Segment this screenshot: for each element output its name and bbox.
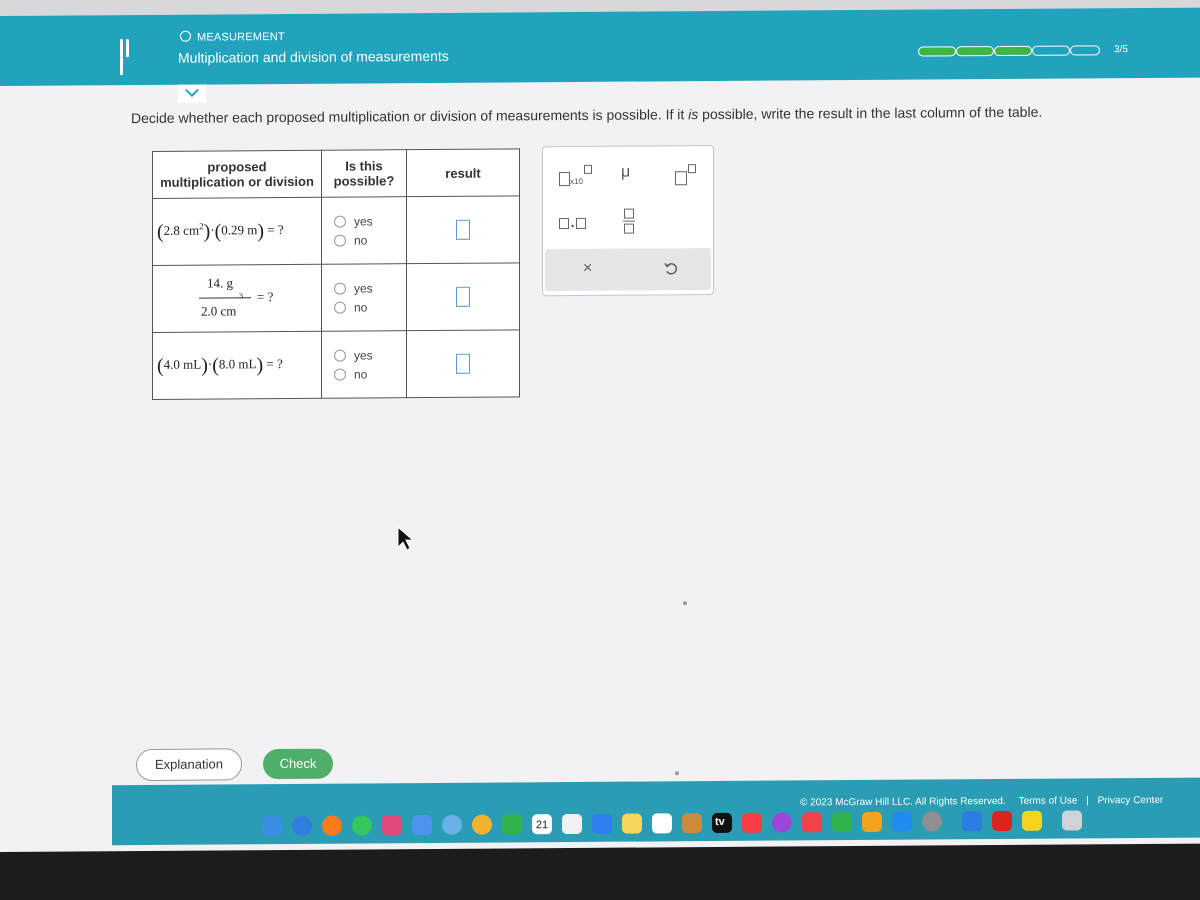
expr1-value2: 0.29 (221, 221, 244, 237)
possible-cell (322, 331, 407, 399)
table-row (153, 263, 520, 333)
header-proposed (153, 150, 322, 198)
mail-icon[interactable] (412, 815, 432, 835)
expr1-value1: 2.8 (163, 222, 180, 238)
result-cell (407, 263, 520, 331)
radio-yes[interactable] (334, 281, 406, 296)
radio-no[interactable] (334, 367, 406, 382)
messages-icon[interactable] (352, 815, 372, 835)
radio-yes[interactable] (334, 214, 406, 229)
finder-icon[interactable] (262, 816, 282, 836)
trash-icon[interactable] (1062, 810, 1082, 830)
fraction-tool[interactable] (623, 209, 635, 234)
dock (262, 804, 1142, 850)
expr3-operator: · (207, 356, 213, 372)
expr3-unit2: mL (238, 355, 257, 371)
keynote-icon[interactable] (592, 814, 612, 834)
mouse-pointer-icon (396, 525, 416, 551)
progress-segment-1 (918, 46, 956, 56)
radio-yes[interactable] (334, 348, 406, 363)
progress-segment-5 (1070, 45, 1100, 55)
box-icon (675, 171, 687, 185)
expr3-equals: = ? (266, 355, 283, 371)
numerator-box-icon (624, 209, 634, 219)
radio-circle[interactable] (334, 349, 346, 361)
footer-separator: | (1086, 795, 1089, 807)
radio-no[interactable] (334, 233, 406, 248)
math-tool-panel (542, 145, 714, 296)
firefox-icon[interactable] (322, 816, 342, 836)
chevron-down-icon (185, 88, 199, 98)
instructions-text-1: Decide whether each proposed multiplication or division of measurements is possible. If it (131, 106, 689, 127)
header-proposed-line2: multiplication or division (160, 173, 314, 190)
music-icon[interactable] (742, 813, 762, 833)
progress-label: 3/5 (1114, 44, 1128, 56)
radio-yes-label: yes (354, 280, 373, 296)
copyright-text: © 2023 McGraw Hill LLC. All Rights Reserved. (800, 795, 1006, 809)
radio-yes-label: yes (354, 347, 373, 363)
expression-1: (2.8 $cm^2)\cdot(0.29$ m) = ? (157, 219, 284, 243)
zoom-icon[interactable] (962, 811, 982, 831)
expr3-unit1: mL (183, 356, 202, 372)
multiply-dot-tool[interactable] (559, 217, 586, 232)
expression-3: (4.0 mL)·(8.0 mL) = ? (157, 353, 283, 377)
radio-circle[interactable] (334, 234, 346, 246)
radio-no[interactable] (334, 300, 406, 315)
settings-icon[interactable] (922, 811, 942, 831)
box-icon (559, 172, 570, 186)
undo-icon[interactable] (663, 260, 679, 276)
progress-bar (918, 45, 1108, 56)
expr1-unit2: m (247, 221, 258, 237)
header-possible-line1: Is this (345, 158, 383, 174)
expr1-operator: · (210, 222, 215, 238)
expr2-exponent: 3 (239, 291, 243, 301)
podcasts-icon[interactable] (772, 812, 792, 832)
result-cell (407, 330, 520, 398)
radio-yes-label: yes (354, 213, 373, 229)
news-icon[interactable] (802, 812, 822, 832)
photos-icon[interactable] (472, 815, 492, 835)
instructions-text-2: possible, write the result in the last column of the table. (698, 103, 1043, 123)
expression-cell (153, 197, 322, 265)
radio-no-label: no (354, 232, 368, 248)
radio-circle[interactable] (334, 215, 346, 227)
topic-text: MEASUREMENT (197, 31, 285, 44)
denominator-box-icon (624, 224, 634, 234)
expr2-denominator: 2.0 cm (201, 303, 237, 319)
progress-segment-3 (994, 46, 1032, 56)
box-icon (576, 218, 586, 229)
topic-label (180, 30, 285, 44)
dust-speck (683, 601, 687, 605)
dust-speck (675, 771, 679, 775)
expr1-equals: = ? (267, 221, 284, 237)
lesson-title: Multiplication and division of measurements (178, 47, 449, 66)
header-possible-line2: possible? (333, 173, 395, 189)
dot-label: • (571, 220, 575, 232)
terms-link[interactable]: Terms of Use (1018, 795, 1078, 807)
topbar (0, 8, 1200, 86)
progress-segment-4 (1032, 46, 1070, 56)
radio-no-label: no (354, 299, 368, 315)
collapse-toggle[interactable] (178, 85, 206, 103)
tv-label: tv (715, 815, 725, 829)
tool-actions (545, 248, 711, 291)
expr2-numerator: 14. g (207, 275, 233, 291)
radio-circle[interactable] (334, 301, 346, 313)
facetime-icon[interactable] (502, 814, 522, 834)
possible-cell (322, 197, 407, 265)
radio-circle[interactable] (334, 368, 346, 380)
box-icon (559, 218, 569, 229)
notes-icon[interactable] (622, 814, 642, 834)
downloads-icon[interactable] (1022, 811, 1042, 831)
maps-icon[interactable] (442, 815, 462, 835)
expr1-unit1: cm (183, 222, 200, 238)
header-proposed-line1: proposed (207, 159, 267, 175)
progress-segment-2 (956, 46, 994, 56)
header-possible (322, 150, 407, 198)
table-row (153, 330, 520, 400)
question-table (152, 148, 520, 400)
possible-cell (322, 264, 407, 332)
safari-icon[interactable] (292, 816, 312, 836)
calendar-icon[interactable] (532, 814, 552, 834)
instructions-emphasis: is (688, 106, 699, 123)
expr3-value2: 8.0 (218, 355, 236, 371)
result-input[interactable] (456, 354, 470, 374)
instructions (131, 104, 1042, 126)
reminders-icon[interactable] (562, 814, 582, 834)
expr1-exponent: 2 (199, 220, 204, 231)
exponent-tool[interactable] (675, 164, 696, 186)
result-input[interactable] (456, 220, 470, 240)
pages-icon[interactable] (862, 812, 882, 832)
radio-circle[interactable] (334, 282, 346, 294)
fraction-bar (199, 297, 251, 298)
expr2-equals: = ? (257, 289, 274, 305)
explanation-button[interactable]: Explanation (136, 748, 242, 781)
expr3-value1: 4.0 (163, 356, 180, 372)
apple-tv-icon[interactable] (712, 813, 732, 833)
freeform-icon[interactable] (652, 813, 672, 833)
app-store-icon[interactable] (892, 812, 912, 832)
radio-no-label: no (354, 366, 368, 382)
check-button[interactable]: Check (263, 749, 333, 779)
result-input[interactable] (456, 287, 470, 307)
superscript-box-icon (688, 164, 696, 173)
numbers-icon[interactable] (832, 812, 852, 832)
expression-cell (153, 331, 322, 399)
game-icon[interactable] (682, 813, 702, 833)
calendar-day: 21 (535, 819, 549, 832)
fraction-line-icon (623, 221, 635, 222)
table-header-row (153, 149, 520, 199)
expression-2 (153, 273, 321, 324)
launchpad-icon[interactable] (382, 815, 402, 835)
superscript-box-icon (584, 165, 592, 174)
table-row (153, 196, 520, 266)
privacy-link[interactable]: Privacy Center (1097, 794, 1164, 807)
header-result: result (407, 149, 520, 197)
scientific-notation-tool[interactable] (559, 165, 592, 187)
clear-icon[interactable]: × (583, 259, 593, 277)
expression-cell (153, 264, 322, 332)
topic-circle-icon (180, 31, 191, 42)
micro-tool[interactable]: μ (621, 163, 631, 181)
menu-icon[interactable] (120, 39, 136, 59)
acrobat-icon[interactable] (992, 811, 1012, 831)
result-cell (407, 196, 520, 264)
x10-label: x10 (570, 176, 583, 187)
